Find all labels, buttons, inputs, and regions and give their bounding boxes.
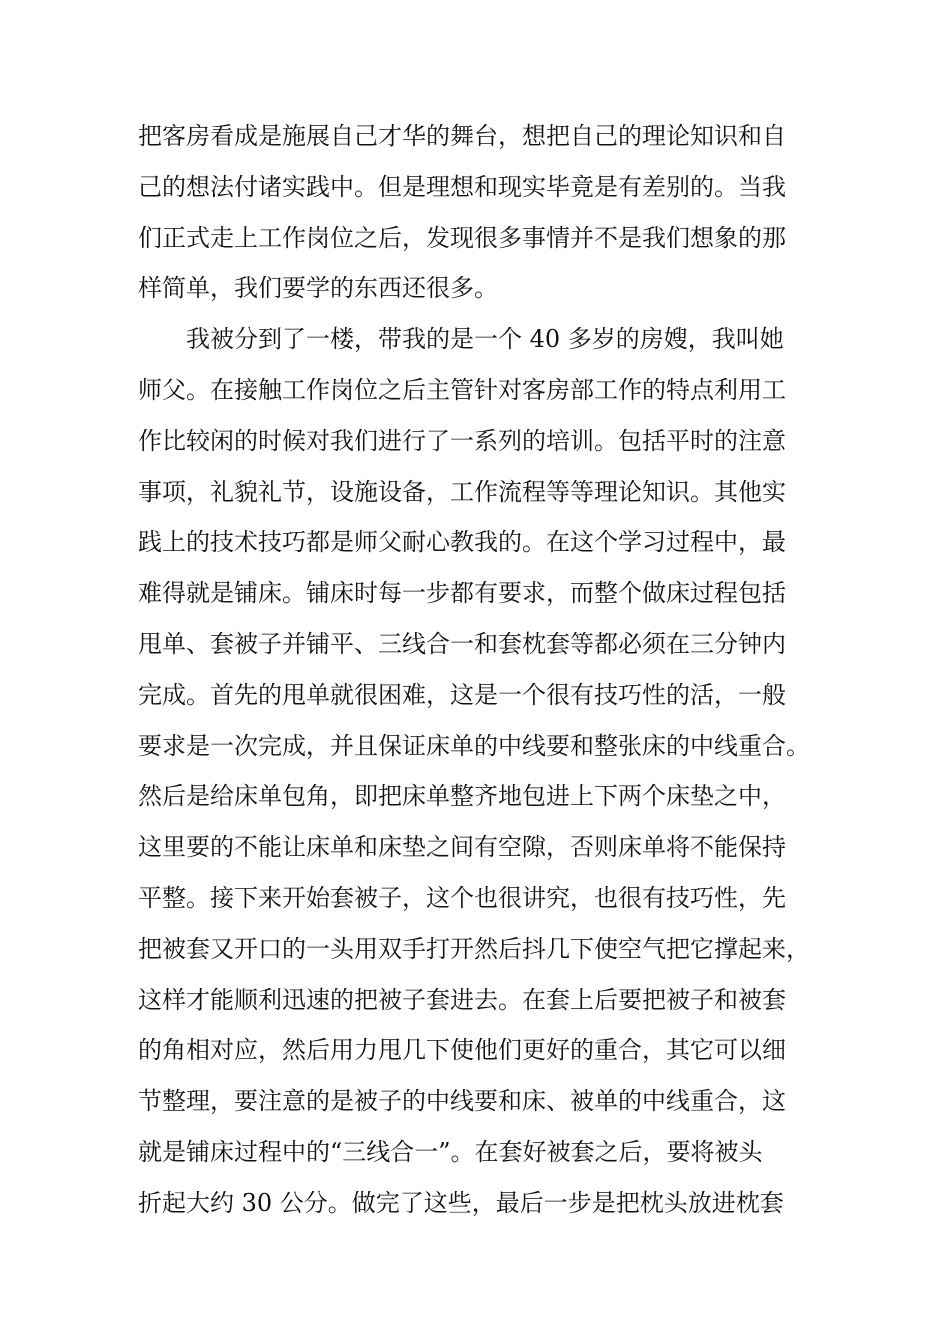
text-line: 平整。接下来开始套被子，这个也很讲究，也很有技巧性，先 — [138, 883, 786, 912]
text-line: 把被套又开口的一头用双手打开然后抖几下使空气把它撑起来， — [138, 934, 810, 963]
text-line: 我被分到了一楼，带我的是一个 40 多岁的房嫂，我叫她 — [186, 325, 784, 354]
text-line: 要求是一次完成，并且保证床单的中线要和整张床的中线重合。 — [138, 731, 810, 760]
text-line: 难得就是铺床。铺床时每一步都有要求，而整个做床过程包括 — [138, 579, 786, 608]
text-line: 师父。在接触工作岗位之后主管针对客房部工作的特点利用工 — [138, 375, 786, 404]
text-line: 的角相对应，然后用力甩几下使他们更好的重合，其它可以细 — [138, 1036, 786, 1065]
paragraph-2 — [138, 314, 838, 1228]
text-line: 作比较闲的时候对我们进行了一系列的培训。包括平时的注意 — [138, 426, 786, 455]
paragraph-1 — [138, 111, 838, 314]
text-line: 己的想法付诸实践中。但是理想和现实毕竟是有差别的。当我 — [138, 172, 786, 201]
text-line: 这样才能顺利迅速的把被子套进去。在套上后要把被子和被套 — [138, 985, 786, 1014]
text-line: 就是铺床过程中的“三线合一”。在套好被套之后，要将被头 — [138, 1137, 763, 1166]
text-line: 事项，礼貌礼节，设施设备，工作流程等等理论知识。其他实 — [138, 477, 786, 506]
text-line: 这里要的不能让床单和床垫之间有空隙，否则床单将不能保持 — [138, 833, 786, 862]
text-line: 甩单、套被子并铺平、三线合一和套枕套等都必须在三分钟内 — [138, 629, 786, 658]
document-body — [138, 111, 838, 1229]
text-line: 把客房看成是施展自己才华的舞台，想把自己的理论知识和自 — [138, 122, 786, 150]
text-line: 然后是给床单包角，即把床单整齐地包进上下两个床垫之中， — [138, 782, 786, 811]
text-line: 节整理，要注意的是被子的中线要和床、被单的中线重合，这 — [138, 1087, 786, 1116]
text-line: 样简单，我们要学的东西还很多。 — [138, 274, 498, 303]
text-line: 折起大约 30 公分。做完了这些，最后一步是把枕头放进枕套 — [138, 1188, 784, 1217]
text-line: 完成。首先的甩单就很困难，这是一个很有技巧性的活，一般 — [138, 680, 786, 709]
text-line: 践上的技术技巧都是师父耐心教我的。在这个学习过程中，最 — [138, 528, 786, 557]
text-line: 们正式走上工作岗位之后，发现很多事情并不是我们想象的那 — [138, 223, 786, 252]
